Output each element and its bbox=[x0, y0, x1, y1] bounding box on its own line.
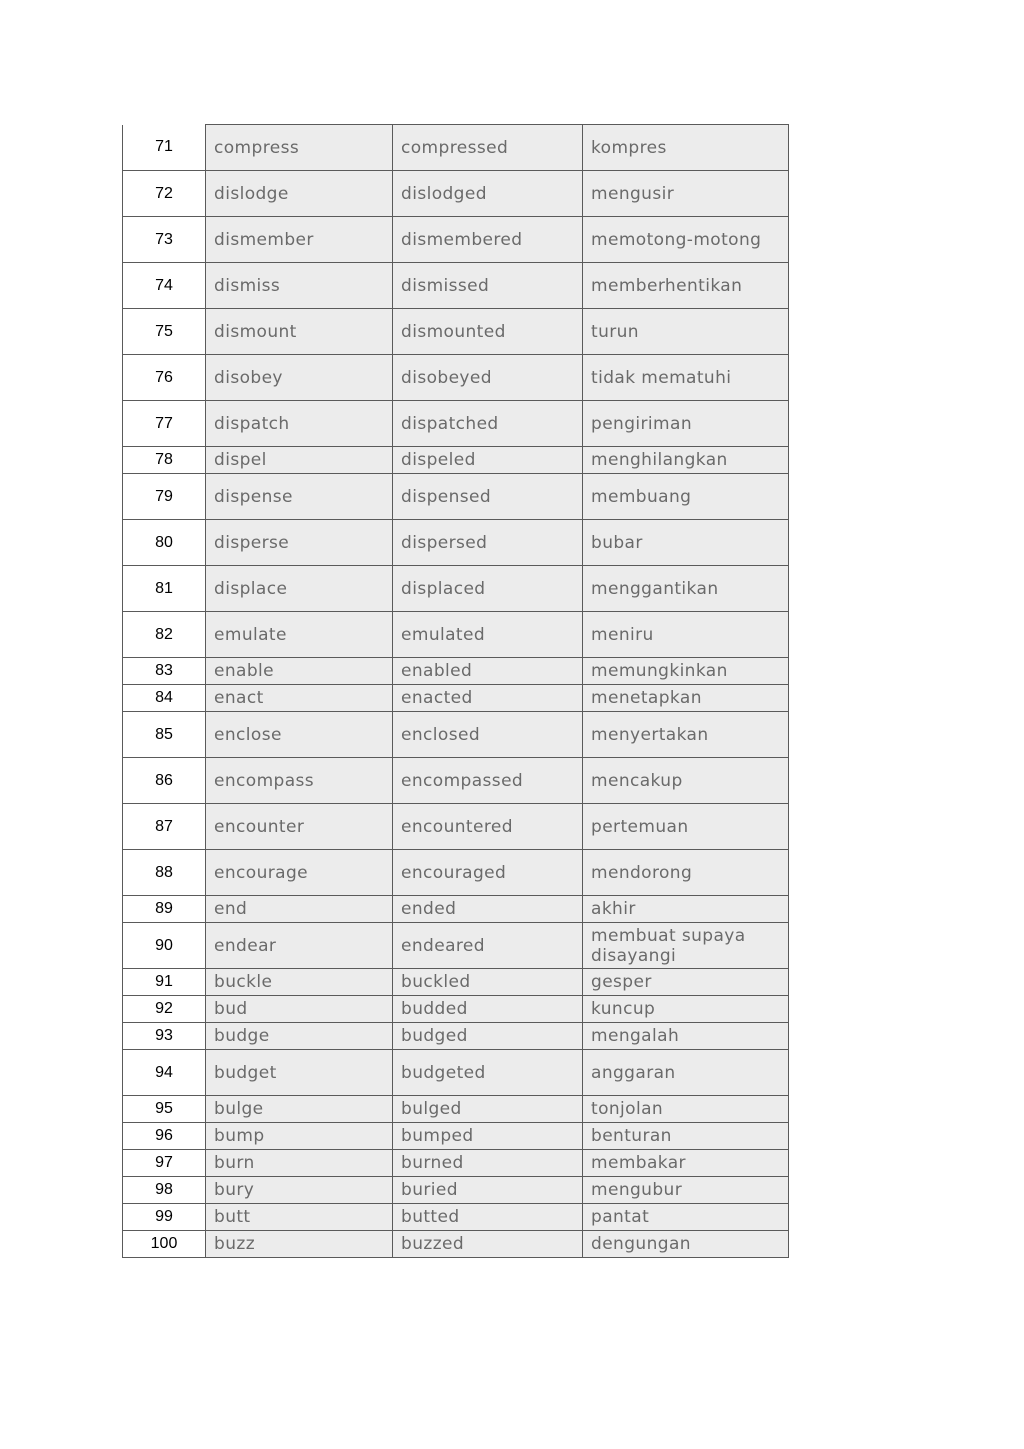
meaning-cell: benturan bbox=[583, 1123, 789, 1150]
row-number: 78 bbox=[123, 447, 206, 474]
row-number: 86 bbox=[123, 758, 206, 804]
meaning-cell: menyertakan bbox=[583, 712, 789, 758]
past-verb-cell: disobeyed bbox=[393, 355, 583, 401]
row-number: 73 bbox=[123, 217, 206, 263]
base-verb-cell: dismiss bbox=[206, 263, 393, 309]
row-number: 75 bbox=[123, 309, 206, 355]
past-verb-cell: displaced bbox=[393, 566, 583, 612]
table-row bbox=[123, 1177, 789, 1204]
past-verb-cell: burned bbox=[393, 1150, 583, 1177]
table-row bbox=[123, 309, 789, 355]
meaning-cell: tonjolan bbox=[583, 1096, 789, 1123]
table-row bbox=[123, 1096, 789, 1123]
past-verb-cell: bumped bbox=[393, 1123, 583, 1150]
base-verb-cell: buzz bbox=[206, 1231, 393, 1258]
past-verb-cell: buzzed bbox=[393, 1231, 583, 1258]
base-verb-cell: budge bbox=[206, 1023, 393, 1050]
base-verb-cell: enable bbox=[206, 658, 393, 685]
past-verb-cell: compressed bbox=[393, 125, 583, 171]
meaning-cell: dengungan bbox=[583, 1231, 789, 1258]
meaning-cell: anggaran bbox=[583, 1050, 789, 1096]
past-verb-cell: dismissed bbox=[393, 263, 583, 309]
meaning-cell: akhir bbox=[583, 896, 789, 923]
row-number: 84 bbox=[123, 685, 206, 712]
table-row bbox=[123, 758, 789, 804]
past-verb-cell: budded bbox=[393, 996, 583, 1023]
row-number: 87 bbox=[123, 804, 206, 850]
past-verb-cell: buckled bbox=[393, 969, 583, 996]
row-number: 89 bbox=[123, 896, 206, 923]
past-verb-cell: ended bbox=[393, 896, 583, 923]
base-verb-cell: burn bbox=[206, 1150, 393, 1177]
row-number: 90 bbox=[123, 923, 206, 969]
row-number: 88 bbox=[123, 850, 206, 896]
meaning-cell: pantat bbox=[583, 1204, 789, 1231]
row-number: 99 bbox=[123, 1204, 206, 1231]
past-verb-cell: dispeled bbox=[393, 447, 583, 474]
past-verb-cell: dispensed bbox=[393, 474, 583, 520]
base-verb-cell: disperse bbox=[206, 520, 393, 566]
base-verb-cell: enclose bbox=[206, 712, 393, 758]
table-row bbox=[123, 685, 789, 712]
base-verb-cell: dislodge bbox=[206, 171, 393, 217]
row-number: 79 bbox=[123, 474, 206, 520]
table-row bbox=[123, 996, 789, 1023]
meaning-cell: mengubur bbox=[583, 1177, 789, 1204]
row-number: 95 bbox=[123, 1096, 206, 1123]
meaning-cell: pengiriman bbox=[583, 401, 789, 447]
row-number: 80 bbox=[123, 520, 206, 566]
row-number: 74 bbox=[123, 263, 206, 309]
meaning-cell: menggantikan bbox=[583, 566, 789, 612]
meaning-cell: membakar bbox=[583, 1150, 789, 1177]
base-verb-cell: dispel bbox=[206, 447, 393, 474]
meaning-cell: tidak mematuhi bbox=[583, 355, 789, 401]
row-number: 85 bbox=[123, 712, 206, 758]
past-verb-cell: bulged bbox=[393, 1096, 583, 1123]
table-row bbox=[123, 896, 789, 923]
meaning-cell: memberhentikan bbox=[583, 263, 789, 309]
table-row bbox=[123, 447, 789, 474]
row-number: 81 bbox=[123, 566, 206, 612]
row-number: 100 bbox=[123, 1231, 206, 1258]
table-row bbox=[123, 712, 789, 758]
table-row bbox=[123, 923, 789, 969]
base-verb-cell: bud bbox=[206, 996, 393, 1023]
row-number: 77 bbox=[123, 401, 206, 447]
base-verb-cell: dispatch bbox=[206, 401, 393, 447]
row-number: 76 bbox=[123, 355, 206, 401]
meaning-cell: mengalah bbox=[583, 1023, 789, 1050]
row-number: 92 bbox=[123, 996, 206, 1023]
past-verb-cell: dispatched bbox=[393, 401, 583, 447]
row-number: 91 bbox=[123, 969, 206, 996]
row-number: 83 bbox=[123, 658, 206, 685]
verb-table bbox=[122, 124, 789, 1258]
past-verb-cell: enclosed bbox=[393, 712, 583, 758]
meaning-cell: mendorong bbox=[583, 850, 789, 896]
row-number: 98 bbox=[123, 1177, 206, 1204]
past-verb-cell: budgeted bbox=[393, 1050, 583, 1096]
meaning-cell: mengusir bbox=[583, 171, 789, 217]
table-row bbox=[123, 1023, 789, 1050]
base-verb-cell: emulate bbox=[206, 612, 393, 658]
base-verb-cell: dismember bbox=[206, 217, 393, 263]
base-verb-cell: butt bbox=[206, 1204, 393, 1231]
row-number: 71 bbox=[123, 125, 206, 171]
base-verb-cell: disobey bbox=[206, 355, 393, 401]
meaning-cell: menghilangkan bbox=[583, 447, 789, 474]
meaning-cell: membuat supaya disayangi bbox=[583, 923, 789, 969]
meaning-cell: pertemuan bbox=[583, 804, 789, 850]
row-number: 72 bbox=[123, 171, 206, 217]
base-verb-cell: dismount bbox=[206, 309, 393, 355]
past-verb-cell: butted bbox=[393, 1204, 583, 1231]
past-verb-cell: encouraged bbox=[393, 850, 583, 896]
table-row bbox=[123, 850, 789, 896]
past-verb-cell: encompassed bbox=[393, 758, 583, 804]
base-verb-cell: compress bbox=[206, 125, 393, 171]
base-verb-cell: buckle bbox=[206, 969, 393, 996]
past-verb-cell: enabled bbox=[393, 658, 583, 685]
base-verb-cell: displace bbox=[206, 566, 393, 612]
meaning-cell: turun bbox=[583, 309, 789, 355]
past-verb-cell: encountered bbox=[393, 804, 583, 850]
past-verb-cell: dismounted bbox=[393, 309, 583, 355]
base-verb-cell: bulge bbox=[206, 1096, 393, 1123]
table-row bbox=[123, 125, 789, 171]
meaning-cell: meniru bbox=[583, 612, 789, 658]
row-number: 93 bbox=[123, 1023, 206, 1050]
row-number: 96 bbox=[123, 1123, 206, 1150]
base-verb-cell: bury bbox=[206, 1177, 393, 1204]
base-verb-cell: dispense bbox=[206, 474, 393, 520]
table-row bbox=[123, 263, 789, 309]
verb-table-body bbox=[123, 125, 789, 1258]
base-verb-cell: encounter bbox=[206, 804, 393, 850]
meaning-cell: gesper bbox=[583, 969, 789, 996]
table-row bbox=[123, 1231, 789, 1258]
table-row bbox=[123, 1150, 789, 1177]
meaning-cell: memotong-motong bbox=[583, 217, 789, 263]
row-number: 94 bbox=[123, 1050, 206, 1096]
base-verb-cell: end bbox=[206, 896, 393, 923]
table-row bbox=[123, 566, 789, 612]
past-verb-cell: dismembered bbox=[393, 217, 583, 263]
base-verb-cell: encompass bbox=[206, 758, 393, 804]
meaning-cell: kuncup bbox=[583, 996, 789, 1023]
meaning-cell: mencakup bbox=[583, 758, 789, 804]
row-number: 82 bbox=[123, 612, 206, 658]
meaning-cell: memungkinkan bbox=[583, 658, 789, 685]
past-verb-cell: budged bbox=[393, 1023, 583, 1050]
base-verb-cell: enact bbox=[206, 685, 393, 712]
table-row bbox=[123, 1204, 789, 1231]
meaning-cell: membuang bbox=[583, 474, 789, 520]
table-row bbox=[123, 1050, 789, 1096]
table-row bbox=[123, 612, 789, 658]
past-verb-cell: emulated bbox=[393, 612, 583, 658]
past-verb-cell: dispersed bbox=[393, 520, 583, 566]
meaning-cell: kompres bbox=[583, 125, 789, 171]
past-verb-cell: dislodged bbox=[393, 171, 583, 217]
table-row bbox=[123, 401, 789, 447]
table-row bbox=[123, 171, 789, 217]
table-row bbox=[123, 1123, 789, 1150]
base-verb-cell: endear bbox=[206, 923, 393, 969]
row-number: 97 bbox=[123, 1150, 206, 1177]
table-row bbox=[123, 804, 789, 850]
past-verb-cell: enacted bbox=[393, 685, 583, 712]
table-row bbox=[123, 474, 789, 520]
base-verb-cell: bump bbox=[206, 1123, 393, 1150]
table-row bbox=[123, 217, 789, 263]
table-row bbox=[123, 658, 789, 685]
meaning-cell: menetapkan bbox=[583, 685, 789, 712]
base-verb-cell: encourage bbox=[206, 850, 393, 896]
base-verb-cell: budget bbox=[206, 1050, 393, 1096]
table-row bbox=[123, 969, 789, 996]
table-row bbox=[123, 355, 789, 401]
past-verb-cell: endeared bbox=[393, 923, 583, 969]
past-verb-cell: buried bbox=[393, 1177, 583, 1204]
meaning-cell: bubar bbox=[583, 520, 789, 566]
table-row bbox=[123, 520, 789, 566]
